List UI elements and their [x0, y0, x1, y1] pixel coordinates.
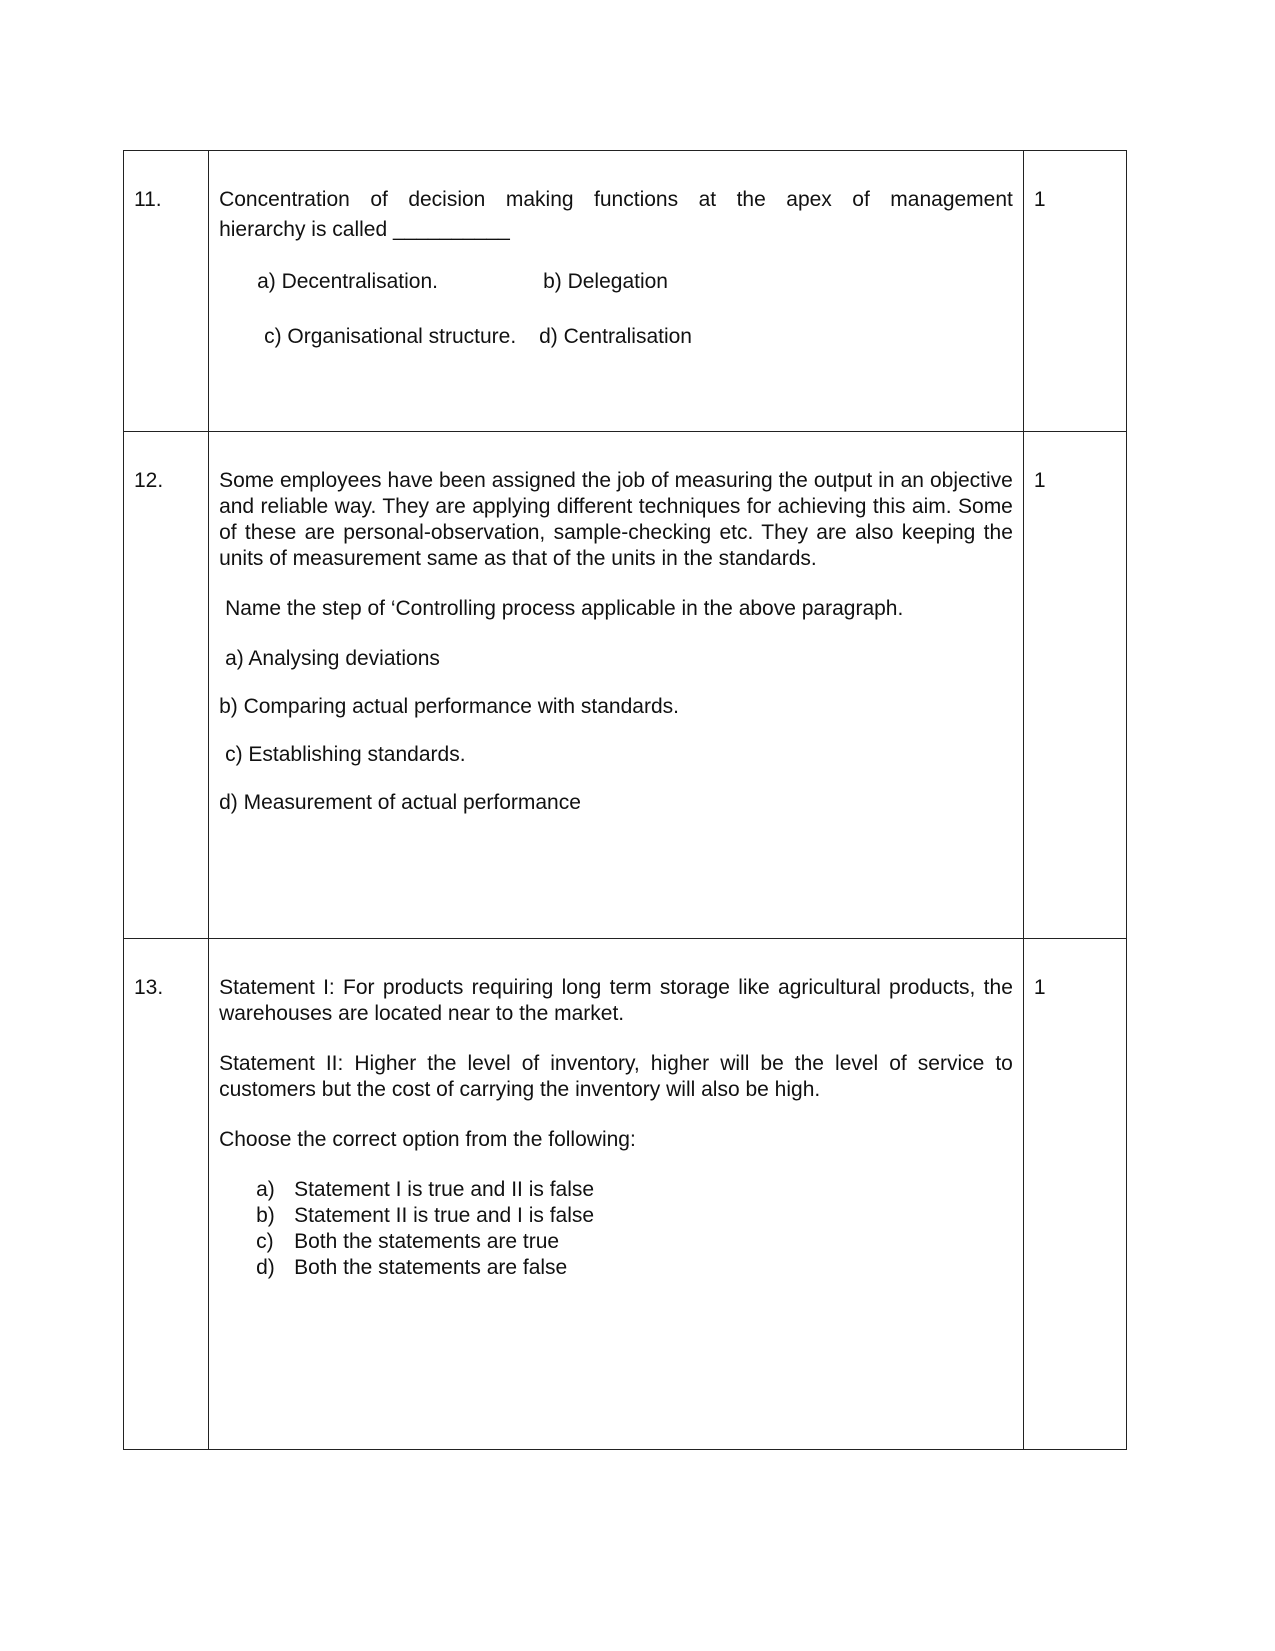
option-d	[256, 1255, 1013, 1281]
option-a: a) Decentralisation.	[257, 270, 438, 293]
option-label: d)	[256, 1256, 275, 1279]
option-label: b)	[256, 1204, 275, 1227]
options-list	[219, 1177, 1013, 1281]
option-b	[256, 1203, 1013, 1229]
option-text: Statement I is true and II is false	[294, 1178, 595, 1201]
question-body	[209, 151, 1024, 432]
question-prompt: Choose the correct option from the following:	[219, 1128, 636, 1151]
questions-table	[123, 150, 1127, 1450]
option-text: Both the statements are false	[294, 1256, 568, 1279]
statement-2: Statement II: Higher the level of inventory, higher will be the level of service to customers but the cost of carrying the inventory will also be high.	[219, 1052, 1013, 1101]
marks: 1	[1023, 939, 1126, 1450]
marks: 1	[1023, 432, 1126, 939]
option-d: d) Centralisation	[539, 325, 692, 348]
marks: 1	[1023, 151, 1126, 432]
question-stem-line2: hierarchy is called __________	[219, 218, 510, 241]
option-text: Statement II is true and I is false	[294, 1204, 595, 1227]
question-row-11	[124, 151, 1127, 432]
option-c	[256, 1229, 1013, 1255]
question-stem-line1: Concentration of decision making functions at the apex of management	[219, 188, 1013, 211]
options-grid	[219, 269, 1013, 350]
option-b: b) Delegation	[543, 270, 668, 293]
question-row-12	[124, 432, 1127, 939]
option-a	[256, 1177, 1013, 1203]
question-body	[209, 939, 1024, 1450]
question-passage: Some employees have been assigned the job of measuring the output in an objective and reliable way. They are applying different techniques for achieving this aim. Some of these are personal-observation, sample-checking etc. They are also keeping the units of measurement same as that of the units in the standards.	[219, 469, 1013, 570]
question-body	[209, 432, 1024, 939]
question-row-13	[124, 939, 1127, 1450]
option-c: c) Establishing standards.	[225, 743, 466, 766]
option-c: c) Organisational structure.	[264, 325, 517, 348]
question-number: 13.	[124, 939, 209, 1450]
option-label: c)	[256, 1230, 274, 1253]
option-text: Both the statements are true	[294, 1230, 560, 1253]
option-a: a) Analysing deviations	[225, 647, 440, 670]
question-prompt: Name the step of ‘Controlling process applicable in the above paragraph.	[225, 597, 904, 620]
option-d: d) Measurement of actual performance	[219, 791, 581, 814]
question-number: 12.	[124, 432, 209, 939]
option-label: a)	[256, 1178, 275, 1201]
question-number: 11.	[124, 151, 209, 432]
statement-1: Statement I: For products requiring long term storage like agricultural products, the warehouses are located near to the market.	[219, 976, 1013, 1025]
option-b: b) Comparing actual performance with standards.	[219, 695, 679, 718]
